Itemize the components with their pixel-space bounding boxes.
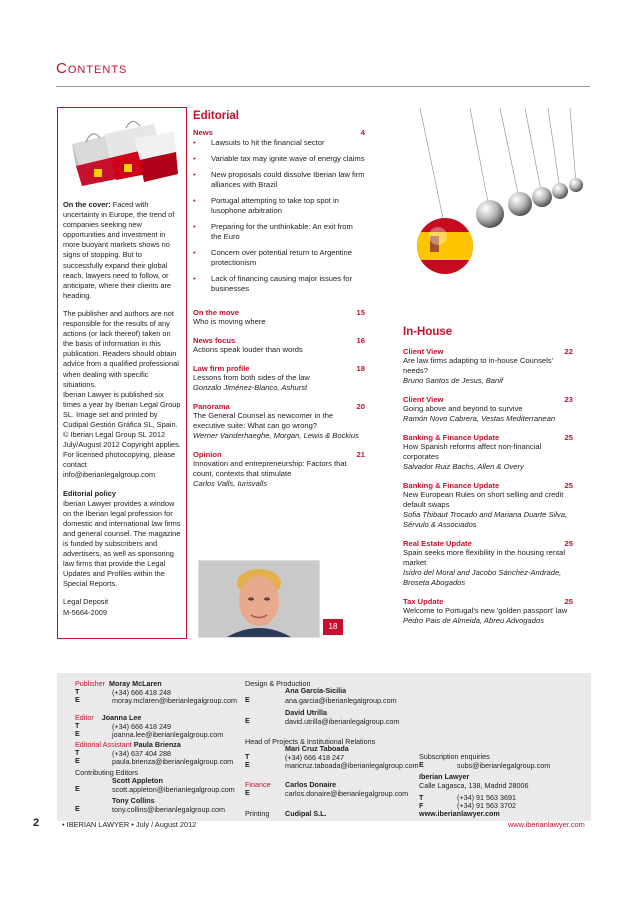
news-item[interactable]: • New proposals could dissolve Iberian law firm alliances with Brazil	[193, 170, 365, 189]
inhouse-entry[interactable]: Banking & Finance Update 25 How Spanish reforms affect non-financial corporates Salvador Ruiz Bachs, Allen & Overy	[403, 433, 573, 471]
legal-deposit-label: Legal Deposit	[63, 597, 109, 607]
news-list	[193, 138, 365, 294]
inhouse-entry[interactable]: Tax Update 25 Welcome to Portugal's new 'golden passport' law Pedro Pais de Almeida, Abreu Advogados	[403, 597, 573, 625]
contributor-name: Scott Appleton	[112, 776, 163, 785]
chrome-ball-icon	[552, 183, 568, 199]
section-entry[interactable]: Opinion 21 Innovation and entrepreneurship: Factors that count, contexts that stimulate Carlos Valls, Iurisvalls	[193, 450, 365, 488]
inhouse-entry[interactable]: Client View 23 Going above and beyond to survive Ramón Novo Cabrera, Vestas Mediterranean	[403, 395, 573, 423]
news-header[interactable]	[193, 128, 365, 137]
news-page: 4	[360, 128, 365, 137]
printing-name: Cudipal S.L.	[285, 809, 327, 818]
section-entry[interactable]: Panorama 20 The General Counsel as newcomer in the executive suite: What can go wrong? Werner Vanderhaeghe, Morgan, Lewis & Bockius	[193, 402, 365, 440]
projects-phone: (+34) 666 418 247	[285, 753, 344, 762]
header-rule	[56, 86, 590, 87]
policy-title: Editorial policy	[63, 488, 116, 498]
finance-credit: Finance	[245, 780, 271, 789]
designer-name: Ana García-Sicilia	[285, 686, 347, 695]
inhouse-entry[interactable]: Real Estate Update 25 Spain seeks more flexibility in the housing rental market Isidro del Moral and Jacobo Sánchez-Andrade, Broseta Abogados	[403, 539, 573, 587]
policy-text: Iberian Lawyer provides a window on the Iberian legal profession for domestic and international law firms and general counsel. The magazine is funded by subscribers and advertisers, as well as sponsoring law firms that provide the Legal Updates and Profiles within the Special Reports.	[63, 498, 181, 589]
finance-email[interactable]: carlos.donaire@iberianlegalgroup.com	[285, 789, 409, 798]
company-website[interactable]: www.iberianlawyer.com	[419, 809, 500, 818]
projects-name: Mari Cruz Taboada	[285, 744, 349, 753]
company-address: Calle Lagasca, 138, Madrid 28006	[419, 781, 529, 790]
inhouse-entry[interactable]: Banking & Finance Update 25 New European Rules on short selling and credit default swaps Sofia Thibaut Trocado and Mariana Duarte Silva, Sérvulo & Associados	[403, 481, 573, 529]
contributor-email[interactable]: tony.collins@iberianlegalgroup.com	[112, 805, 226, 814]
editorial-heading: Editorial	[193, 110, 240, 122]
inhouse-column	[403, 326, 573, 635]
designer-email[interactable]: david.utrilla@iberianlegalgroup.com	[285, 717, 400, 726]
subscription-label: Subscription enquiries	[419, 752, 490, 761]
chrome-ball-icon	[476, 200, 504, 228]
contributing-label: Contributing Editors	[75, 768, 139, 777]
inhouse-entry[interactable]: Client View 22 Are law firms adapting to in-house Counsels' needs? Bruno Santos de Jesus, Banif	[403, 347, 573, 385]
news-item[interactable]: • Variable tax may ignite wave of energy claims	[193, 154, 365, 163]
publisher-info: Iberian Lawyer is published six times a year by Iberian Legal Group SL. Image set and printed by Cudipal Gestión Gráfica SL, Spain.	[63, 389, 181, 429]
editor-email[interactable]: joanna.lee@iberianlegalgroup.com	[112, 730, 224, 739]
cover-caption: On the cover: Faced with uncertainty in Europe, the trend of companies seeking new opportunities and investment in more buoyant markets shows no signs of stopping. But to successfully expand their global reach, lawyers need to follow, or anticipate, where their clients are heading.	[63, 200, 175, 300]
cover-image	[64, 114, 180, 196]
sidebar-text	[63, 200, 181, 626]
editorial-column	[193, 110, 365, 498]
section-entry[interactable]: News focus 16 Actions speak louder than words	[193, 336, 365, 354]
assistant-credit: Editorial Assistant Paula Brienza	[75, 740, 181, 749]
printing-label: Printing	[245, 809, 270, 818]
portrait-photo	[198, 560, 320, 638]
page-number: 2	[33, 817, 40, 829]
editor-phone: (+34) 666 418 249	[112, 722, 171, 731]
credits-panel: Publisher Moray McLaren T (+34) 666 418 248 E moray.mclaren@iberianlegalgroup.com Editor Joanna Lee T (+34) 666 418 249 E joanna.lee@iberianlegalgroup.com Editorial Assistant Paula Brienza T (+34) 637 404 288 E paula.brienza@iberianlegalgroup.com Contributing Editors Scott Appleton E scott.appleton@iberianlegalgroup.com Tony Collins E tony.collins@iberianlegalgroup.com Design & Production Ana García-Sicilia E ana.garcia@iberianlegalgroup.com David Utrilla E david.utrilla@iberianlegalgroup.com Head of Projects & Institutional Relations Mari Cruz Taboada T (+34) 666 418 247 E maricruz.taboada@iberianlegalgroup.com Finance Carlos Donaire E carlos.donaire@iberianlegalgroup.com Printing Cudipal S.L. Subscription enquiries E subs@iberianlegalgroup.com Iberian Lawyer Calle Lagasca, 138, Madrid 28006 T (+34) 91 563 3691 F (+34) 91 563 3702 www.iberianlawyer.com	[57, 673, 591, 821]
news-item[interactable]: • Lawsuits to hit the financial sector	[193, 138, 325, 147]
news-item[interactable]: • Lack of financing causing major issues for businesses	[193, 274, 352, 293]
news-item[interactable]: • Preparing for the unthinkable: An exit from the Euro	[193, 222, 353, 241]
footer-url[interactable]: www.iberianlawyer.com	[508, 820, 585, 829]
publisher-email[interactable]: moray.mclaren@iberianlegalgroup.com	[112, 696, 238, 705]
chrome-ball-icon	[532, 187, 552, 207]
spain-flag-ball-icon	[417, 218, 473, 274]
company-name: Iberian Lawyer	[419, 772, 470, 781]
chrome-ball-icon	[569, 178, 583, 192]
news-item[interactable]: • Concern over potential return to Argentine protectionism	[193, 248, 352, 267]
designer-name: David Utrilla	[285, 708, 327, 717]
portrait-illustration	[199, 561, 319, 637]
contributor-email[interactable]: scott.appleton@iberianlegalgroup.com	[112, 785, 235, 794]
contents-title: Contents	[56, 60, 128, 77]
assistant-phone: (+34) 637 404 288	[112, 749, 171, 758]
company-fax: (+34) 91 563 3702	[457, 801, 516, 810]
copyright: © Iberian Legal Group SL 2012 July/August 2012 Copyright applies. For licensed photocopying, please contact info@iberianlegalgroup.com	[63, 430, 181, 480]
section-entry[interactable]: Law firm profile 18 Lessons from both sides of the law Gonzalo Jiménez-Blanco, Ashurst	[193, 364, 365, 392]
contributor-name: Tony Collins	[112, 796, 155, 805]
news-label: News	[193, 128, 213, 137]
company-phone: (+34) 91 563 3691	[457, 793, 516, 802]
designer-email[interactable]: ana.garcia@iberianlegalgroup.com	[285, 696, 397, 705]
newtons-cradle-illustration	[360, 108, 592, 320]
design-label: Design & Production	[245, 679, 311, 688]
subscription-email[interactable]: subs@iberianlegalgroup.com	[457, 761, 551, 770]
inhouse-heading: In-House	[403, 326, 453, 338]
editor-credit: Editor Joanna Lee	[75, 713, 142, 722]
section-entry[interactable]: On the move 15 Who is moving where	[193, 308, 365, 326]
assistant-email[interactable]: paula.brienza@iberianlegalgroup.com	[112, 757, 234, 766]
issue-line: • IBERIAN LAWYER • July / August 2012	[62, 820, 197, 829]
chrome-ball-icon	[508, 192, 532, 216]
legal-deposit: M-5664-2009	[63, 607, 107, 617]
publisher-phone: (+34) 666 418 248	[112, 688, 171, 697]
disclaimer: The publisher and authors are not responsible for the results of any actions (or lack thereof) taken on the basis of information in this publication. Readers should obtain advice from a qualified professional when dealing with specific situations.	[63, 308, 179, 389]
news-item[interactable]: • Portugal attempting to take top spot in lusophone arbitration	[193, 196, 339, 215]
photo-page-badge: 18	[323, 619, 343, 635]
projects-email[interactable]: maricruz.taboada@iberianlegalgroup.com	[285, 761, 419, 770]
publisher-credit: Publisher Moray McLaren	[75, 679, 162, 688]
projects-label: Head of Projects & Institutional Relations	[245, 737, 376, 746]
shopping-bags-illustration	[72, 121, 178, 186]
